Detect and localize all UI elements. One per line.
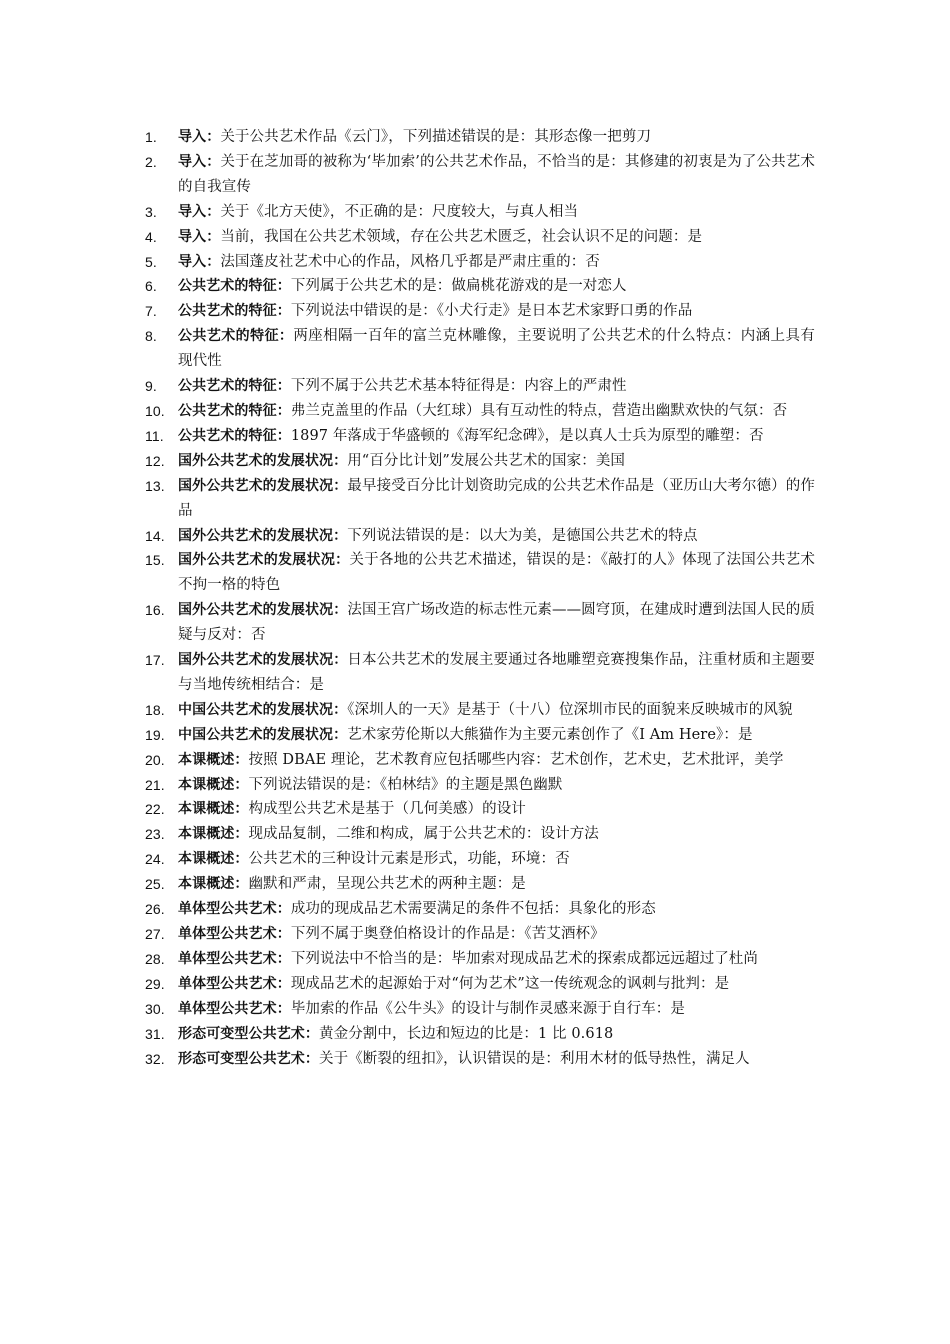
item-category: 单体型公共艺术： [178, 1000, 291, 1017]
list-item [145, 474, 815, 524]
item-number: 10. [145, 402, 165, 419]
item-number: 11. [145, 427, 164, 444]
list-item [145, 150, 815, 200]
list-item [145, 374, 815, 399]
list-item [145, 748, 815, 773]
item-category: 国外公共艺术的发展状况： [178, 602, 348, 619]
item-number: 5. [145, 253, 157, 270]
item-number: 29. [145, 975, 165, 992]
item-category: 本课概述： [178, 801, 249, 818]
item-text: 下列说法错误的是：以大为美，是德国公共艺术的特点 [347, 527, 698, 544]
list-item [145, 773, 815, 798]
list-item [145, 250, 815, 275]
item-number: 30. [145, 1000, 165, 1017]
list-item [145, 424, 815, 449]
item-category: 单体型公共艺术： [178, 950, 291, 967]
item-text: 两座相隔一百年的富兰克林雕像，主要说明了公共艺术的什么特点：内涵上具有现代性 [178, 328, 815, 370]
list-item [145, 225, 815, 250]
item-text: 下列说法中错误的是：《小犬行走》是日本艺术家野口勇的作品 [290, 303, 693, 320]
item-number: 31. [145, 1025, 165, 1042]
item-text: 下列不属于奥登伯格设计的作品是：《苦艾酒杯》 [290, 926, 605, 942]
item-text: 构成型公共艺术是基于（几何美感）的设计 [248, 801, 526, 818]
item-number: 28. [145, 950, 165, 967]
item-text: 下列说法中不恰当的是：毕加索对现成品艺术的探索成都远远超过了杜尚 [290, 950, 759, 967]
item-category: 国外公共艺术的发展状况： [178, 477, 348, 494]
list-item [145, 125, 815, 150]
item-text: 黄金分割中，长边和短边的比是：1 比 0.618 [319, 1025, 614, 1042]
item-number: 16. [145, 602, 165, 619]
item-category: 公共艺术的特征： [178, 278, 291, 295]
item-text: 毕加索的作品《公牛头》的设计与制作灵感来源于自行车：是 [290, 1000, 686, 1017]
list-item [145, 548, 815, 598]
item-text: 关于公共艺术作品《云门》，下列描述错误的是：其形态像一把剪刀 [220, 129, 652, 145]
list-item [145, 598, 815, 648]
item-category: 本课概述： [178, 776, 249, 793]
list-item [145, 972, 815, 997]
item-number: 25. [145, 876, 165, 893]
item-category: 导入： [178, 129, 221, 145]
item-number: 12. [145, 452, 165, 469]
question-list [145, 125, 815, 1071]
item-number: 3. [145, 203, 157, 220]
item-number: 6. [145, 278, 157, 295]
list-item [145, 449, 815, 474]
item-text: 1897 年落成于华盛顿的《海军纪念碑》，是以真人士兵为原型的雕塑：否 [290, 427, 764, 444]
item-text: 艺术家劳伦斯以大熊猫作为主要元素创作了《I Am Here》：是 [347, 726, 753, 743]
item-category: 国外公共艺术的发展状况： [178, 527, 348, 544]
list-item [145, 274, 815, 299]
list-item [145, 872, 815, 897]
item-number: 18. [145, 701, 165, 718]
item-category: 本课概述： [178, 851, 249, 868]
item-category: 公共艺术的特征： [178, 402, 291, 419]
list-item [145, 299, 815, 324]
item-text: 用“百分比计划”发展公共艺术的国家：美国 [347, 452, 626, 469]
item-category: 国外公共艺术的发展状况： [178, 452, 348, 469]
item-category: 导入： [178, 253, 221, 270]
item-text: 弗兰克盖里的作品（大红球）具有互动性的特点，营造出幽默欢快的气氛：否 [290, 402, 788, 419]
item-number: 8. [145, 328, 157, 345]
item-category: 本课概述： [178, 826, 249, 843]
list-item [145, 324, 815, 374]
item-number: 27. [145, 926, 165, 942]
list-item [145, 797, 815, 822]
item-number: 17. [145, 652, 165, 669]
item-number: 1. [145, 129, 157, 145]
item-number: 26. [145, 901, 165, 918]
item-category: 导入： [178, 153, 221, 170]
item-number: 19. [145, 726, 165, 743]
list-item [145, 200, 815, 225]
item-text: 法国蓬皮社艺术中心的作品，风格几乎都是严肃庄重的：否 [220, 253, 600, 270]
item-number: 2. [145, 153, 157, 170]
list-item [145, 723, 815, 748]
item-category: 中国公共艺术的发展状况： [178, 726, 348, 743]
item-category: 导入： [178, 228, 221, 245]
item-category: 本课概述： [178, 876, 249, 893]
item-category: 形态可变型公共艺术： [178, 1050, 319, 1067]
item-text: 下列属于公共艺术的是：做扁桃花游戏的是一对恋人 [290, 278, 627, 295]
list-item [145, 1022, 815, 1047]
item-text: 《深圳人的一天》是基于（十八）位深圳市民的面貌来反映城市的风貌 [347, 701, 793, 718]
item-number: 20. [145, 751, 165, 768]
item-number: 15. [145, 552, 165, 569]
list-item [145, 399, 815, 424]
item-category: 单体型公共艺术： [178, 975, 291, 992]
list-item [145, 1047, 815, 1072]
item-number: 24. [145, 851, 165, 868]
item-text: 日本公共艺术的发展主要通过各地雕塑竞赛搜集作品，注重材质和主题要与当地传统相结合：是 [178, 652, 815, 693]
item-category: 形态可变型公共艺术： [178, 1025, 319, 1042]
item-number: 9. [145, 378, 157, 395]
item-category: 公共艺术的特征： [178, 378, 291, 395]
list-item [145, 897, 815, 922]
list-item [145, 822, 815, 847]
list-item [145, 698, 815, 723]
item-category: 公共艺术的特征： [178, 328, 294, 345]
item-text: 成功的现成品艺术需要满足的条件不包括：具象化的形态 [290, 901, 656, 918]
item-number: 32. [145, 1050, 165, 1067]
list-item [145, 648, 815, 698]
item-text: 现成品艺术的起源始于对“何为艺术”这一传统观念的讽刺与批判：是 [290, 975, 730, 992]
item-category: 公共艺术的特征： [178, 427, 291, 444]
item-text: 下列说法错误的是：《柏林结》的主题是黑色幽默 [248, 776, 563, 793]
item-number: 21. [145, 776, 165, 793]
item-text: 幽默和严肃，呈现公共艺术的两种主题：是 [248, 876, 526, 893]
item-text: 按照 DBAE 理论，艺术教育应包括哪些内容：艺术创作，艺术史，艺术批评，美学 [248, 751, 784, 768]
list-item [145, 524, 815, 549]
item-text: 关于《北方天使》，不正确的是：尺度较大，与真人相当 [220, 203, 579, 220]
item-text: 下列不属于公共艺术基本特征得是：内容上的严肃性 [290, 378, 627, 395]
item-text: 公共艺术的三种设计元素是形式，功能，环境：否 [248, 851, 570, 868]
item-text: 关于在芝加哥的被称为‘毕加索’的公共艺术作品，不恰当的是：其修建的初衷是为了公共艺术的自我宣传 [178, 153, 815, 195]
list-item [145, 847, 815, 872]
list-item [145, 922, 815, 947]
item-text: 关于各地的公共艺术描述，错误的是：《敲打的人》体现了法国公共艺术不拘一格的特色 [178, 552, 815, 594]
item-number: 14. [145, 527, 165, 544]
item-text: 法国王宫广场改造的标志性元素——圆穹顶，在建成时遭到法国人民的质疑与反对：否 [178, 602, 815, 644]
item-number: 4. [145, 228, 157, 245]
item-number: 7. [145, 303, 157, 320]
item-category: 单体型公共艺术： [178, 901, 291, 918]
item-number: 22. [145, 801, 165, 818]
item-category: 导入： [178, 203, 221, 220]
list-item [145, 947, 815, 972]
item-text: 关于《断裂的纽扣》，认识错误的是：利用木材的低导热性，满足人 [319, 1050, 750, 1067]
item-text: 当前，我国在公共艺术领域，存在公共艺术匮乏，社会认识不足的问题：是 [220, 228, 703, 245]
item-number: 13. [145, 477, 165, 494]
item-text: 现成品复制，二维和构成，属于公共艺术的：设计方法 [248, 826, 599, 843]
item-text: 最早接受百分比计划资助完成的公共艺术作品是（亚历山大考尔德）的作品 [178, 477, 815, 519]
list-item [145, 997, 815, 1022]
item-category: 公共艺术的特征： [178, 303, 291, 320]
item-category: 国外公共艺术的发展状况： [178, 652, 348, 669]
item-category: 国外公共艺术的发展状况： [178, 552, 350, 569]
item-number: 23. [145, 826, 165, 843]
item-category: 中国公共艺术的发展状况： [178, 701, 348, 718]
item-category: 单体型公共艺术： [178, 926, 291, 942]
item-category: 本课概述： [178, 751, 249, 768]
